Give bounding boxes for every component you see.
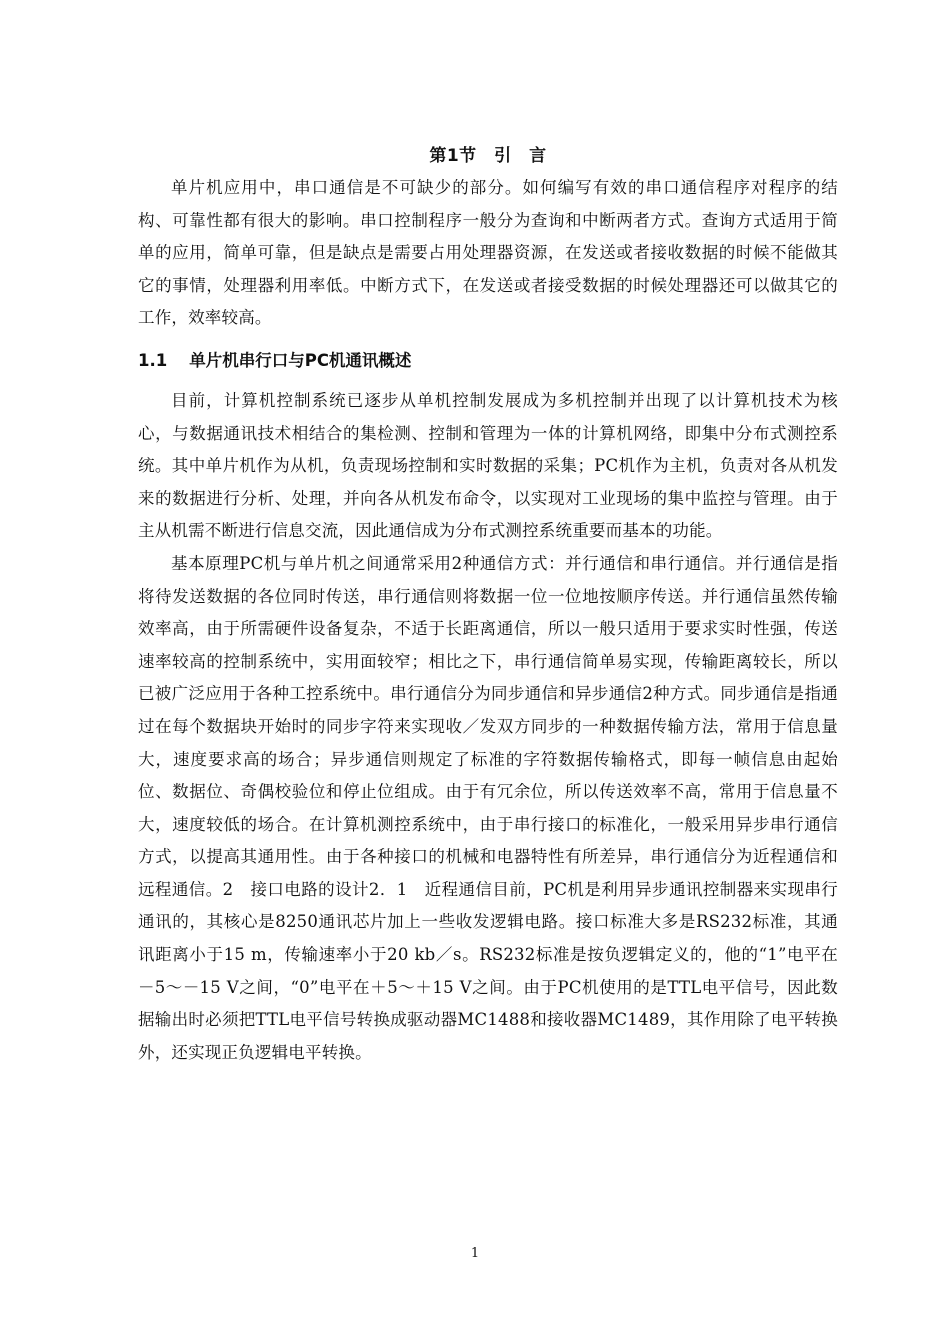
- body-paragraph-2: 基本原理PC机与单片机之间通常采用2种通信方式：并行通信和串行通信。并行通信是指将待发送数据的各位同时传送，串行通信则将数据一位一位地按顺序传送。并行通信虽然传输效率高，由于所需硬件设备复杂，不适于长距离通信，所以一般只适用于要求实时性强，传送速率较高的控制系统中，实用面较窄；相比之下，串行通信简单易实现，传输距离较长，所以已被广泛应用于各种工控系统中。串行通信分为同步通信和异步通信2种方式。同步通信是指通过在每个数据块开始时的同步字符来实现收／发双方同步的一种数据传输方法，常用于信息量大，速度要求高的场合；异步通信则规定了标准的字符数据传输格式，即每一帧信息由起始位、数据位、奇偶校验位和停止位组成。由于有冗余位，所以传送效率不高，常用于信息量不大，速度较低的场合。在计算机测控系统中，由于串行接口的标准化，一般采用异步串行通信方式，以提高其通用性。由于各种接口的机械和电器特性有所差异，串行通信分为近程通信和远程通信。2 接口电路的设计2．1 近程通信目前，PC机是利用异步通讯控制器来实现串行通讯的，其核心是8250通讯芯片加上一些收发逻辑电路。接口标准大多是RS232标准，其通讯距离小于15 m，传输速率小于20 kb／s。RS232标准是按负逻辑定义的，他的“1”电平在－5～－15 V之间，“0”电平在＋5～＋15 V之间。由于PC机使用的是TTL电平信号，因此数据输出时必须把TTL电平信号转换成驱动器MC1488和接收器MC1489，其作用除了电平转换外，还实现正负逻辑电平转换。: [138, 553, 838, 1062]
- section-heading: [138, 345, 838, 377]
- page-number: 1: [470, 1246, 480, 1261]
- section-number: 1.1: [138, 350, 168, 370]
- chapter-title: 第1节 引 言: [429, 146, 547, 166]
- section-title: 单片机串行口与PC机通讯概述: [189, 350, 412, 370]
- intro-paragraph: 单片机应用中，串口通信是不可缺少的部分。如何编写有效的串口通信程序对程序的结构、可靠性都有很大的影响。串口控制程序一般分为查询和中断两者方式。查询方式适用于简单的应用，简单可靠，但是缺点是需要占用处理器资源，在发送或者接收数据的时候不能做其它的事情，处理器利用率低。中断方式下，在发送或者接受数据的时候处理器还可以做其它的工作，效率较高。: [138, 178, 838, 328]
- page-content: [138, 140, 838, 1069]
- body-paragraph-1: 目前，计算机控制系统已逐步从单机控制发展成为多机控制并出现了以计算机技术为核心，与数据通讯技术相结合的集检测、控制和管理为一体的计算机网络，即集中分布式测控系统。其中单片机作为从机，负责现场控制和实时数据的采集；PC机作为主机，负责对各从机发来的数据进行分析、处理，并向各从机发布命令，以实现对工业现场的集中监控与管理。由于主从机需不断进行信息交流，因此通信成为分布式测控系统重要而基本的功能。: [138, 390, 838, 541]
